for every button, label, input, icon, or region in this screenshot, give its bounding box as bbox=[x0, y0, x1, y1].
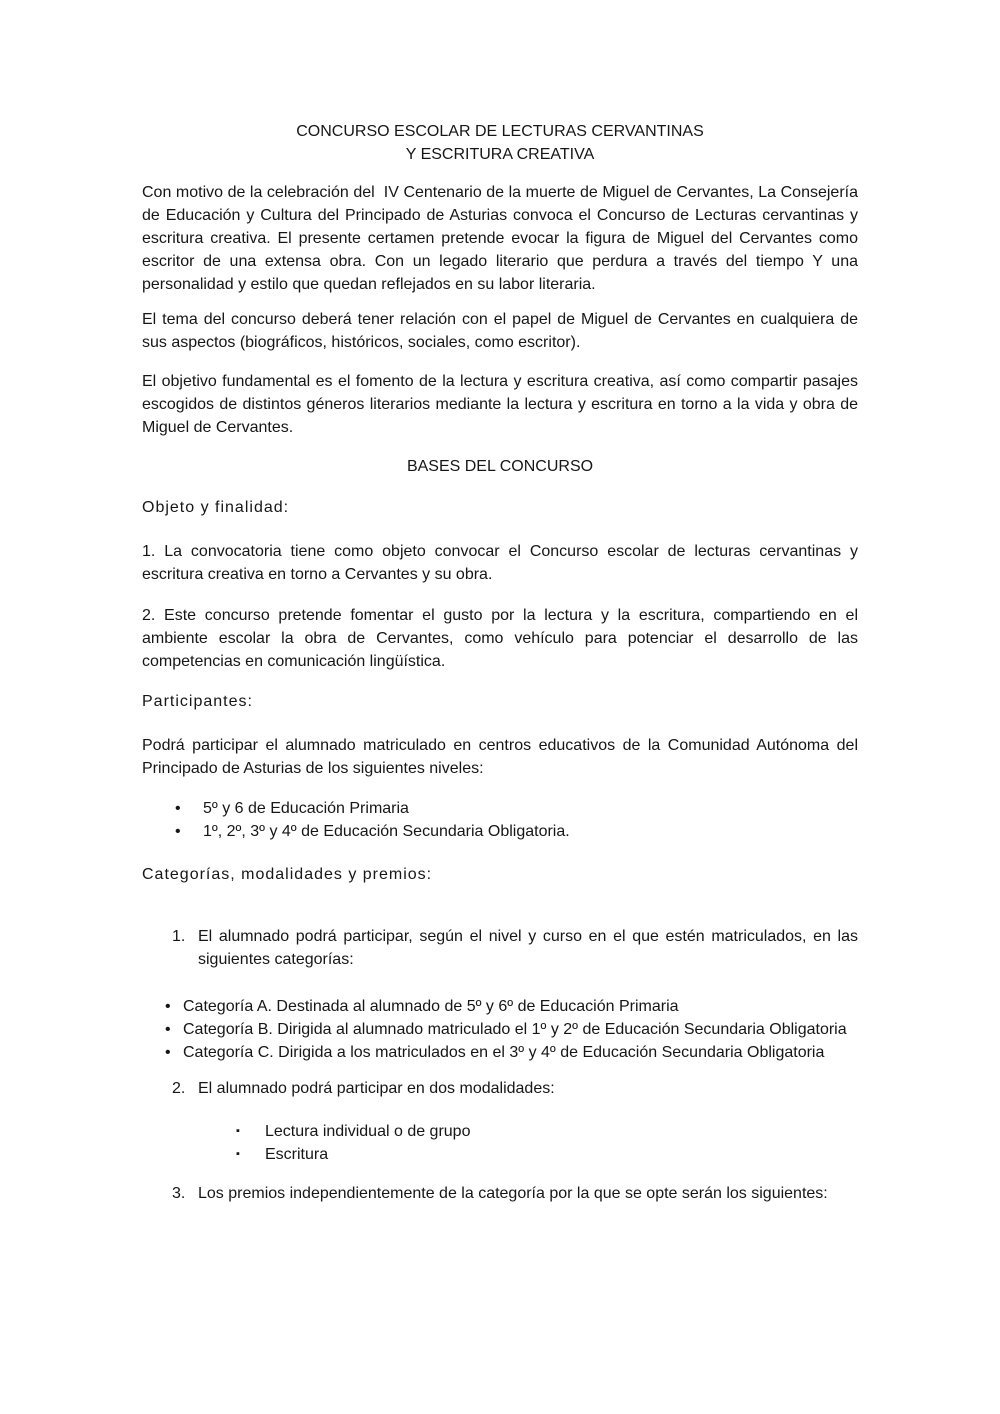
paragraph-objeto-1: 1. La convocatoria tiene como objeto convocar el Concurso escolar de lecturas cervantinas y escritura creativa en torno a Cervantes y su obra. bbox=[142, 543, 858, 583]
bullet-icon: • bbox=[175, 823, 181, 840]
item-text: El alumnado podrá participar en dos modalidades: bbox=[198, 1080, 555, 1097]
bullet-icon: • bbox=[175, 800, 181, 817]
paragraph-intro: Con motivo de la celebración del IV Centenario de la muerte de Miguel de Cervantes, La Consejería de Educación y Cultura del Principado de Asturias convoca el Concurso de Lecturas cervantinas y escritura creativa. El presente certamen pretende evocar la figura de Miguel del Cervantes como escritor de una extensa obra. Con un legado literario que perdura a través del tiempo Y una personalidad y estilo que quedan reflejados en su labor literaria. bbox=[142, 184, 858, 293]
numbered-item-2 bbox=[142, 1077, 858, 1100]
list-modalidades bbox=[142, 1120, 858, 1166]
list-item bbox=[142, 1120, 858, 1143]
paragraph-participantes: Podrá participar el alumnado matriculado en centros educativos de la Comunidad Autónoma del Principado de Asturias de los siguientes niveles: bbox=[142, 737, 858, 777]
square-bullet-icon: ▪ bbox=[236, 1125, 240, 1137]
list-item bbox=[142, 1018, 858, 1041]
nivel-primaria: 5º y 6 de Educación Primaria bbox=[203, 800, 409, 817]
list-item bbox=[142, 1143, 858, 1166]
bullet-icon: • bbox=[165, 1044, 171, 1061]
item-text: Los premios independientemente de la categoría por la que se opte serán los siguientes: bbox=[198, 1185, 828, 1202]
title-line-1: CONCURSO ESCOLAR DE LECTURAS CERVANTINAS bbox=[296, 123, 704, 140]
list-categorias bbox=[142, 995, 858, 1064]
item-number: 3. bbox=[172, 1185, 186, 1202]
list-item bbox=[142, 797, 858, 820]
document-title bbox=[142, 120, 858, 166]
modalidad-lectura: Lectura individual o de grupo bbox=[265, 1123, 471, 1140]
list-item bbox=[142, 1041, 858, 1064]
square-bullet-icon: ▪ bbox=[236, 1148, 240, 1160]
paragraph-tema: El tema del concurso deberá tener relación con el papel de Miguel de Cervantes en cualquiera de sus aspectos (biográficos, históricos, sociales, como escritor). bbox=[142, 311, 858, 351]
bullet-icon: • bbox=[165, 1021, 171, 1038]
numbered-item-1 bbox=[142, 925, 858, 971]
categoria-a: Categoría A. Destinada al alumnado de 5º y 6º de Educación Primaria bbox=[183, 998, 679, 1015]
list-item bbox=[142, 820, 858, 843]
section-heading-categorias: Categorías, modalidades y premios: bbox=[142, 866, 433, 883]
item-number: 1. bbox=[172, 928, 186, 945]
categoria-c: Categoría C. Dirigida a los matriculados en el 3º y 4º de Educación Secundaria Obligatoria bbox=[183, 1044, 825, 1061]
item-number: 2. bbox=[172, 1080, 186, 1097]
bases-heading: BASES DEL CONCURSO bbox=[406, 458, 594, 475]
nivel-secundaria: 1º, 2º, 3º y 4º de Educación Secundaria Obligatoria. bbox=[203, 823, 570, 840]
item-text: El alumnado podrá participar, según el nivel y curso en el que estén matriculados, en las siguientes categorías: bbox=[198, 928, 858, 968]
paragraph-objetivo: El objetivo fundamental es el fomento de la lectura y escritura creativa, así como compartir pasajes escogidos de distintos géneros literarios mediante la lectura y escritura en torno a la vida y obra de Miguel de Cervantes. bbox=[142, 373, 858, 436]
section-heading-participantes: Participantes: bbox=[142, 693, 253, 710]
bullet-icon: • bbox=[165, 998, 171, 1015]
list-item bbox=[142, 995, 858, 1018]
list-niveles bbox=[142, 797, 858, 843]
categoria-b: Categoría B. Dirigida al alumnado matriculado el 1º y 2º de Educación Secundaria Obligatoria bbox=[183, 1021, 847, 1038]
section-heading-objeto: Objeto y finalidad: bbox=[142, 499, 290, 516]
numbered-item-3 bbox=[142, 1182, 858, 1205]
modalidad-escritura: Escritura bbox=[265, 1146, 329, 1163]
paragraph-objeto-2: 2. Este concurso pretende fomentar el gusto por la lectura y la escritura, compartiendo en el ambiente escolar la obra de Cervantes, como vehículo para potenciar el desarrollo de las competencias en comunicación lingüística. bbox=[142, 607, 858, 670]
title-line-2: Y ESCRITURA CREATIVA bbox=[405, 146, 595, 163]
